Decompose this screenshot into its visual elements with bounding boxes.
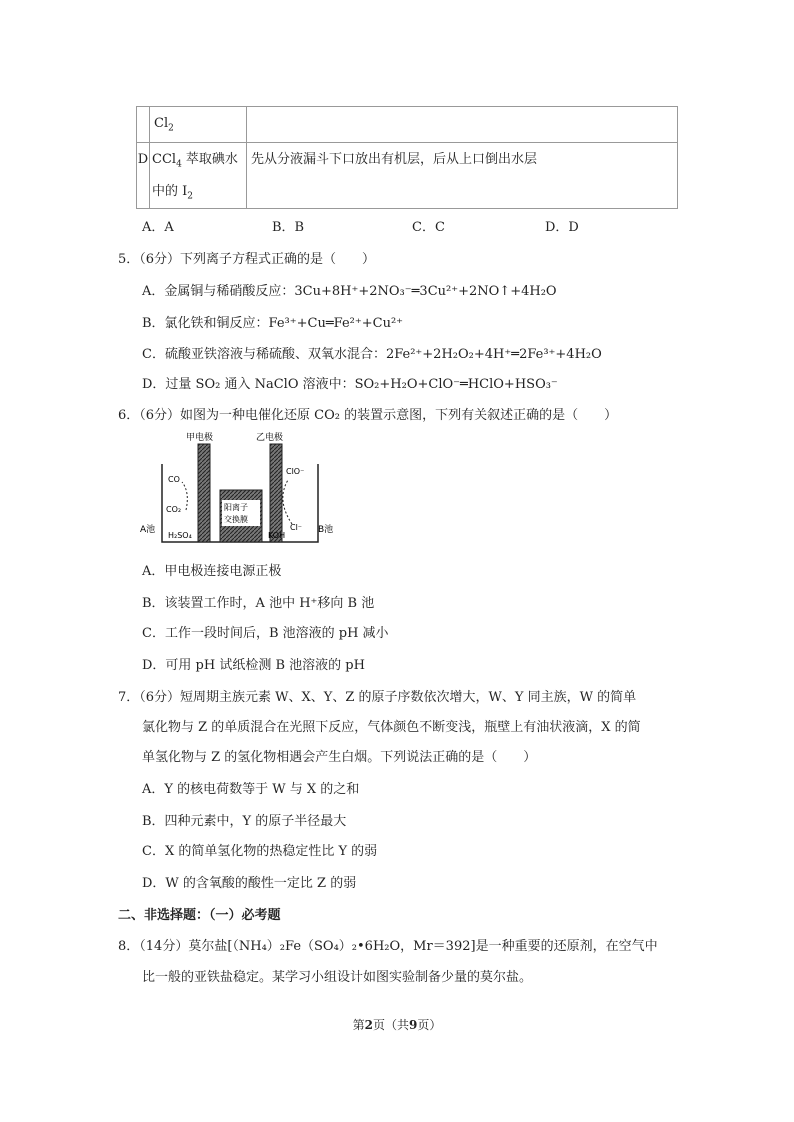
table-row	[137, 107, 678, 143]
q5-option-b: B．氯化铁和铜反应：Fe³⁺+Cu═Fe²⁺+Cu²⁺	[142, 316, 404, 331]
left-pool-label: A池	[140, 525, 156, 535]
q5-option-c: C．硫酸亚铁溶液与稀硫酸、双氧水混合：2Fe²⁺+2H₂O₂+4H⁺═2Fe³⁺+4H₂O	[142, 347, 602, 362]
q7-option-b: B．四种元素中，Y 的原子半径最大	[142, 814, 347, 829]
right-pool-label: B池	[318, 525, 334, 535]
page-number: 2	[364, 1018, 373, 1032]
q5-option-d: D．过量 SO₂ 通入 NaClO 溶液中：SO₂+H₂O+ClO⁻═HClO+HSO₃⁻	[142, 377, 558, 392]
left-solution: H₂SO₄	[168, 531, 192, 540]
right-top-species: ClO⁻	[286, 467, 305, 476]
q6-stem: 6．（6分）如图为一种电催化还原 CO₂ 的装置示意图，下列有关叙述正确的是（ ）	[118, 408, 618, 423]
table-cell-operation: 先从分液漏斗下口放出有机层，后从上口倒出水层	[247, 143, 678, 209]
left-electrode-label: 甲电极	[186, 433, 214, 443]
page-total: 9	[409, 1018, 418, 1032]
q5-stem: 5．（6分）下列离子方程式正确的是（ ）	[118, 252, 376, 267]
q6-option-c: C．工作一段时间后，B 池溶液的 pH 减小	[142, 626, 389, 641]
left-bottom-species: CO₂	[166, 505, 182, 514]
question-4-table	[136, 106, 678, 209]
q7-stem-line2: 氯化物与 Z 的单质混合在光照下反应，气体颜色不断变浅，瓶壁上有油状液滴，X 的简	[142, 720, 641, 735]
q6-option-d: D．可用 pH 试纸检测 B 池溶液的 pH	[142, 658, 365, 673]
left-top-species: CO	[168, 475, 180, 484]
q5-option-a: A．金属铜与稀硝酸反应：3Cu+8H⁺+2NO₃⁻═3Cu²⁺+2NO↑+4H₂O	[142, 284, 557, 299]
q4-option-c: C．C	[412, 220, 445, 235]
q7-option-d: D．W 的含氧酸的酸性一定比 Z 的弱	[142, 876, 357, 891]
q7-stem-line1: 7．（6分）短周期主族元素 W、X、Y、Z 的原子序数依次增大，W、Y 同主族，W 的简单	[118, 690, 637, 705]
q7-option-a: A．Y 的核电荷数等于 W 与 X 的之和	[142, 782, 360, 797]
left-arrow	[182, 482, 187, 510]
right-solution: KOH	[268, 531, 286, 540]
q8-stem-line2: 比一般的亚铁盐稳定。某学习小组设计如图实验制备少量的莫尔盐。	[142, 970, 533, 985]
table-cell-operation	[247, 107, 678, 143]
membrane-label-line1: 阳离子	[224, 503, 248, 512]
q4-option-a: A．A	[142, 220, 174, 235]
membrane-label-line2: 交换膜	[224, 515, 248, 524]
q4-option-b: B．B	[272, 220, 305, 235]
table-cell-reagent: CCl$_4$ 萃取碘水 中的 $I_2$	[150, 143, 247, 209]
q4-option-d: D．D	[545, 220, 579, 235]
right-bottom-species: Cl⁻	[290, 523, 303, 532]
right-arrow	[283, 480, 292, 524]
page-footer: 第2页（共9页）	[352, 1018, 442, 1032]
q7-option-c: C．X 的简单氢化物的热稳定性比 Y 的弱	[142, 844, 378, 859]
section-heading: 二、非选择题：（一）必考题	[118, 908, 281, 923]
table-cell-reagent: $Cl_2$	[150, 107, 247, 143]
table-row	[137, 143, 678, 209]
table-cell-letter: D	[137, 143, 150, 209]
q6-option-a: A．甲电极连接电源正极	[142, 564, 282, 579]
left-electrode	[198, 444, 210, 542]
q7-stem-line3: 单氢化物与 Z 的氢化物相遇会产生白烟。下列说法正确的是（ ）	[142, 750, 537, 765]
electrolysis-cell-diagram	[138, 430, 338, 548]
q8-stem-line1: 8．（14分）莫尔盐[（NH₄）₂Fe（SO₄）₂•6H₂O，Mr＝392]是一种重要的还原剂，在空气中	[118, 939, 658, 954]
q6-option-b: B．该装置工作时，A 池中 H⁺移向 B 池	[142, 596, 375, 611]
right-electrode-label: 乙电极	[256, 433, 284, 443]
table-cell-letter	[137, 107, 150, 143]
right-electrode	[270, 444, 282, 542]
